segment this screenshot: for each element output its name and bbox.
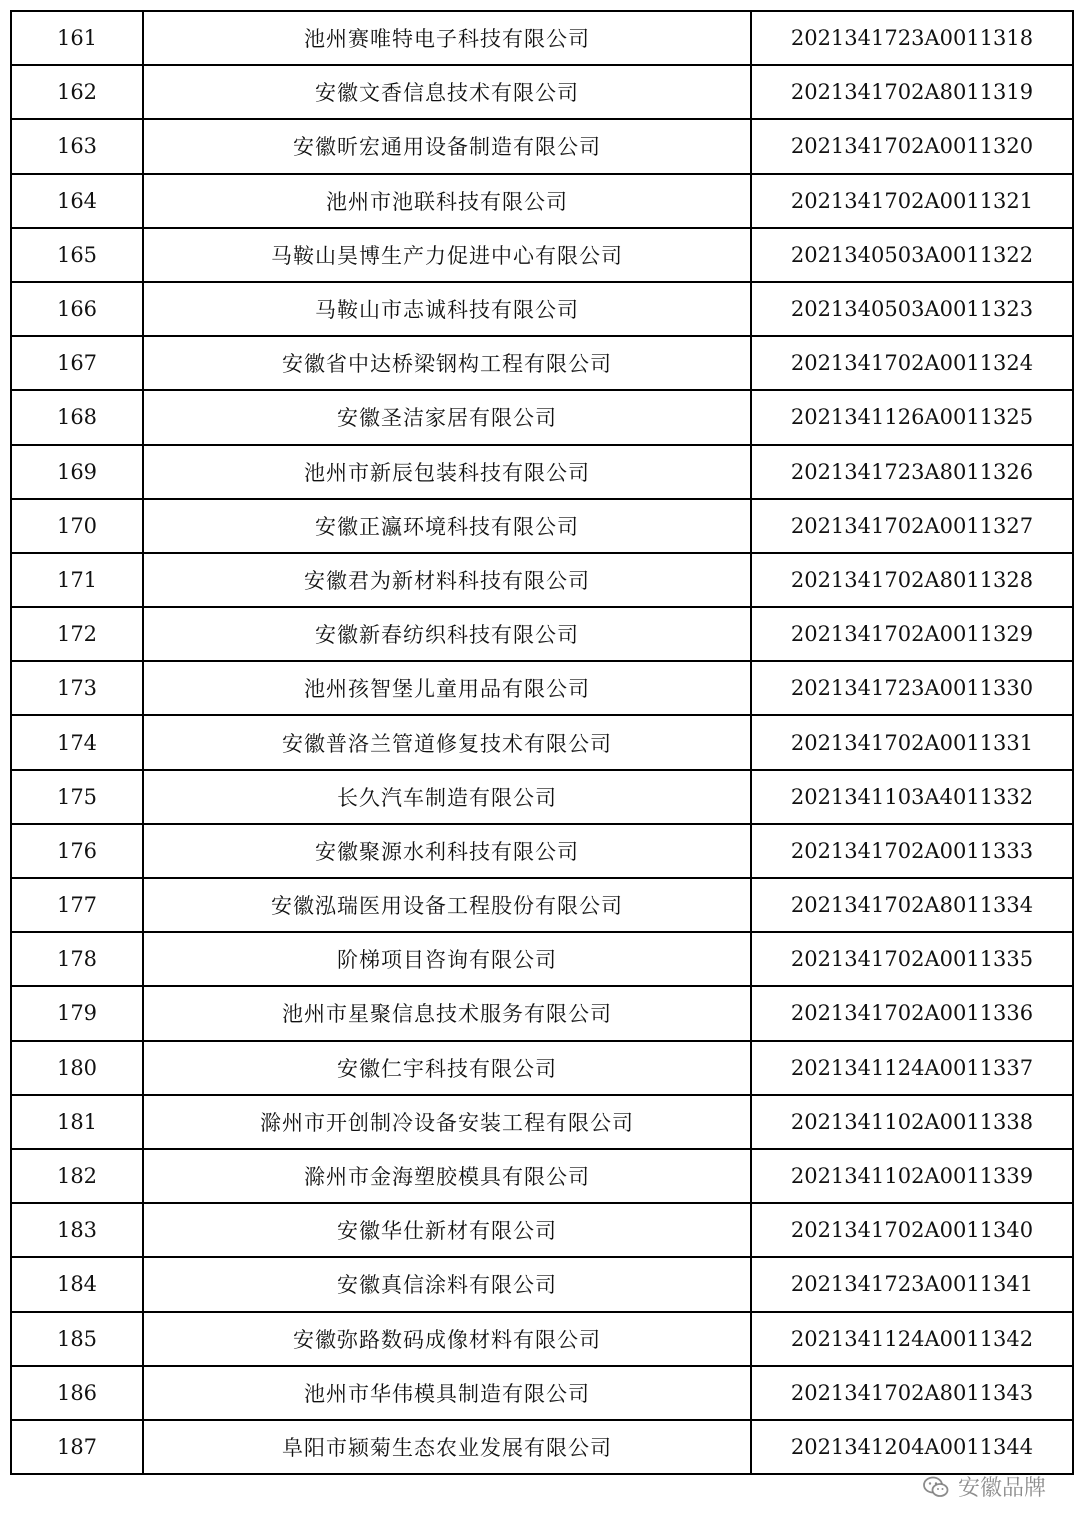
table-row: [11, 715, 1073, 769]
company-name: 阜阳市颍菊生态农业发展有限公司: [143, 1420, 751, 1474]
registration-code: 2021341204A0011344: [751, 1420, 1073, 1474]
row-number: 180: [11, 1041, 143, 1095]
table-row: [11, 65, 1073, 119]
table-row: [11, 1149, 1073, 1203]
table-row: [11, 174, 1073, 228]
registration-code: 2021341702A0011327: [751, 499, 1073, 553]
table-row: [11, 1041, 1073, 1095]
table-row: [11, 1312, 1073, 1366]
table-row: [11, 336, 1073, 390]
row-number: 186: [11, 1366, 143, 1420]
row-number: 170: [11, 499, 143, 553]
company-name: 池州市新辰包装科技有限公司: [143, 445, 751, 499]
company-name: 长久汽车制造有限公司: [143, 770, 751, 824]
table-row: [11, 770, 1073, 824]
registration-code: 2021341103A4011332: [751, 770, 1073, 824]
company-name: 阶梯项目咨询有限公司: [143, 932, 751, 986]
table-row: [11, 553, 1073, 607]
company-name: 安徽聚源水利科技有限公司: [143, 824, 751, 878]
table-row: [11, 932, 1073, 986]
registration-code: 2021341126A0011325: [751, 390, 1073, 444]
row-number: 166: [11, 282, 143, 336]
company-name: 池州市华伟模具制造有限公司: [143, 1366, 751, 1420]
registration-code: 2021341124A0011337: [751, 1041, 1073, 1095]
company-name: 安徽真信涂料有限公司: [143, 1257, 751, 1311]
table-row: [11, 11, 1073, 65]
table-row: [11, 824, 1073, 878]
registration-code: 2021341702A8011334: [751, 878, 1073, 932]
registration-code: 2021341702A8011328: [751, 553, 1073, 607]
row-number: 169: [11, 445, 143, 499]
company-name: 安徽君为新材料科技有限公司: [143, 553, 751, 607]
row-number: 174: [11, 715, 143, 769]
company-name: 滁州市开创制冷设备安装工程有限公司: [143, 1095, 751, 1149]
company-name: 安徽泓瑞医用设备工程股份有限公司: [143, 878, 751, 932]
row-number: 178: [11, 932, 143, 986]
company-name: 安徽省中达桥梁钢构工程有限公司: [143, 336, 751, 390]
wechat-icon: [922, 1475, 950, 1499]
registration-code: 2021341102A0011339: [751, 1149, 1073, 1203]
company-name: 池州市池联科技有限公司: [143, 174, 751, 228]
row-number: 187: [11, 1420, 143, 1474]
row-number: 176: [11, 824, 143, 878]
table-row: [11, 499, 1073, 553]
row-number: 182: [11, 1149, 143, 1203]
registration-code: 2021341723A0011341: [751, 1257, 1073, 1311]
company-name: 安徽新春纺织科技有限公司: [143, 607, 751, 661]
row-number: 171: [11, 553, 143, 607]
row-number: 165: [11, 228, 143, 282]
company-name: 池州市星聚信息技术服务有限公司: [143, 986, 751, 1040]
row-number: 167: [11, 336, 143, 390]
registration-code: 2021341702A0011329: [751, 607, 1073, 661]
row-number: 175: [11, 770, 143, 824]
row-number: 162: [11, 65, 143, 119]
table-row: [11, 390, 1073, 444]
company-name: 安徽圣洁家居有限公司: [143, 390, 751, 444]
table-row: [11, 607, 1073, 661]
company-name: 马鞍山市志诚科技有限公司: [143, 282, 751, 336]
company-name: 安徽正瀛环境科技有限公司: [143, 499, 751, 553]
registration-code: 2021341723A0011318: [751, 11, 1073, 65]
registration-code: 2021341702A0011324: [751, 336, 1073, 390]
registration-code: 2021341723A0011330: [751, 661, 1073, 715]
watermark: [922, 1471, 1046, 1502]
company-name: 安徽文香信息技术有限公司: [143, 65, 751, 119]
row-number: 177: [11, 878, 143, 932]
company-table: [10, 10, 1074, 1475]
table-row: [11, 986, 1073, 1040]
table-row: [11, 1095, 1073, 1149]
company-name: 池州孩智堡儿童用品有限公司: [143, 661, 751, 715]
registration-code: 2021340503A0011322: [751, 228, 1073, 282]
table-row: [11, 878, 1073, 932]
row-number: 179: [11, 986, 143, 1040]
row-number: 181: [11, 1095, 143, 1149]
row-number: 164: [11, 174, 143, 228]
row-number: 173: [11, 661, 143, 715]
company-name: 滁州市金海塑胶模具有限公司: [143, 1149, 751, 1203]
registration-code: 2021341702A0011321: [751, 174, 1073, 228]
table-row: [11, 445, 1073, 499]
registration-code: 2021341702A0011333: [751, 824, 1073, 878]
row-number: 185: [11, 1312, 143, 1366]
registration-code: 2021341124A0011342: [751, 1312, 1073, 1366]
row-number: 168: [11, 390, 143, 444]
company-name: 安徽昕宏通用设备制造有限公司: [143, 119, 751, 173]
row-number: 163: [11, 119, 143, 173]
row-number: 184: [11, 1257, 143, 1311]
company-name: 安徽华仕新材有限公司: [143, 1203, 751, 1257]
table-row: [11, 119, 1073, 173]
company-name: 安徽普洛兰管道修复技术有限公司: [143, 715, 751, 769]
registration-code: 2021341702A0011336: [751, 986, 1073, 1040]
registration-code: 2021341723A8011326: [751, 445, 1073, 499]
registration-code: 2021341702A8011343: [751, 1366, 1073, 1420]
registration-code: 2021341702A0011335: [751, 932, 1073, 986]
company-name: 安徽仁宇科技有限公司: [143, 1041, 751, 1095]
table-row: [11, 1420, 1073, 1474]
company-table-body: [11, 11, 1073, 1474]
watermark-label: 安徽品牌: [957, 1476, 1046, 1501]
row-number: 183: [11, 1203, 143, 1257]
table-row: [11, 228, 1073, 282]
table-row: [11, 1257, 1073, 1311]
row-number: 172: [11, 607, 143, 661]
company-table-container: [10, 10, 1074, 1475]
company-name: 马鞍山昊博生产力促进中心有限公司: [143, 228, 751, 282]
registration-code: 2021341102A0011338: [751, 1095, 1073, 1149]
registration-code: 2021341702A0011320: [751, 119, 1073, 173]
table-row: [11, 282, 1073, 336]
registration-code: 2021341702A0011331: [751, 715, 1073, 769]
registration-code: 2021341702A0011340: [751, 1203, 1073, 1257]
registration-code: 2021341702A8011319: [751, 65, 1073, 119]
table-row: [11, 661, 1073, 715]
table-row: [11, 1203, 1073, 1257]
company-name: 安徽弥路数码成像材料有限公司: [143, 1312, 751, 1366]
registration-code: 2021340503A0011323: [751, 282, 1073, 336]
row-number: 161: [11, 11, 143, 65]
company-name: 池州赛唯特电子科技有限公司: [143, 11, 751, 65]
table-row: [11, 1366, 1073, 1420]
